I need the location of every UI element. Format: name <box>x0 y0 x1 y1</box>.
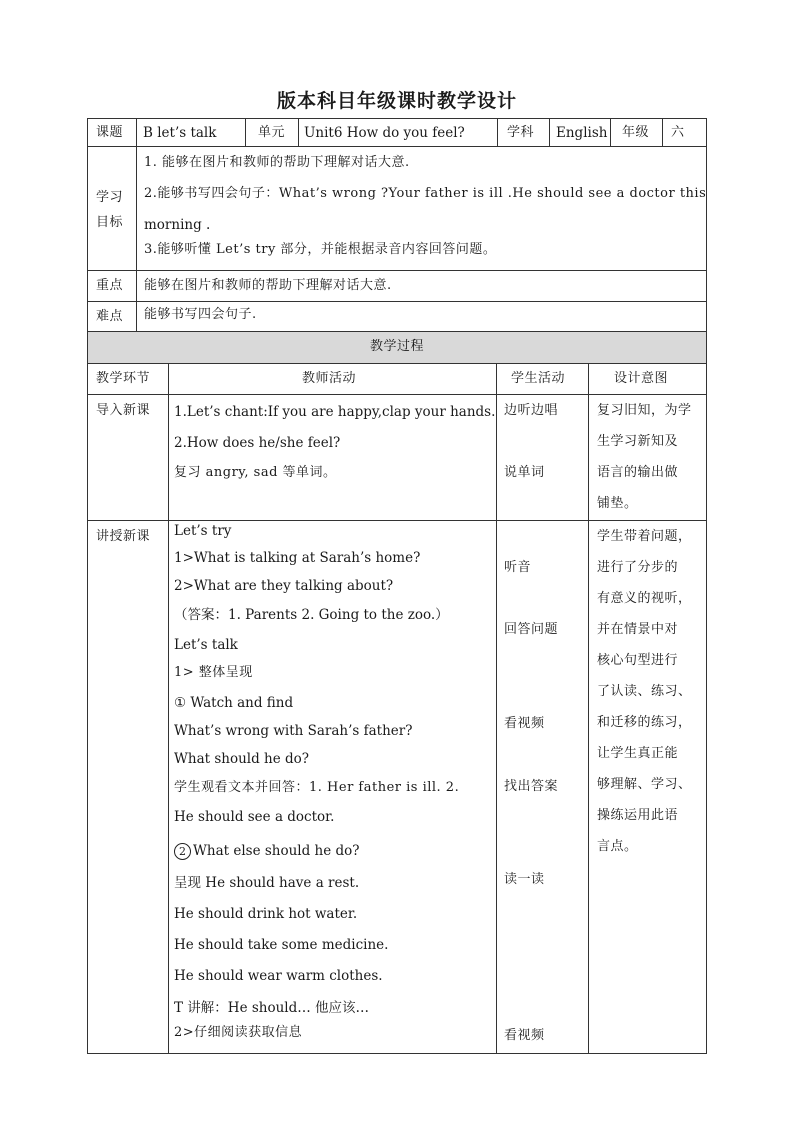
student-line: 回答问题 <box>504 622 559 637</box>
teacher-line: 1> 整体呈现 <box>174 665 253 680</box>
page-title: 版本科目年级课时教学设计 <box>276 90 517 112</box>
teacher-line: He should wear warm clothes. <box>174 968 383 984</box>
teacher-line: 2 What else should he do? <box>174 843 360 860</box>
intent-line: 核心句型进行 <box>597 653 679 668</box>
student-line: 找出答案 <box>504 779 559 794</box>
col-student: 学生活动 <box>511 371 566 386</box>
intent-line: 复习旧知，为学 <box>597 403 692 418</box>
intent-line: 学生带着问题， <box>597 529 692 544</box>
intent-line: 言点。 <box>597 839 638 854</box>
intent-line: 语言的输出做 <box>597 465 679 480</box>
intent-line: 够理解、学习、 <box>597 777 692 792</box>
goal-line: 2.能够书写四会句子：What’s wrong ?Your father is ill .He should see a doctor this <box>144 186 707 201</box>
process-header: 教学过程 <box>369 339 424 354</box>
intent-line: 并在情景中对 <box>597 622 679 637</box>
grade-value: 六 <box>671 125 685 140</box>
col-intent: 设计意图 <box>614 371 669 386</box>
unit-value: Unit6 How do you feel? <box>304 125 465 141</box>
col-teacher: 教师活动 <box>302 371 357 386</box>
student-line: 看视频 <box>504 716 545 731</box>
topic-value: B let’s talk <box>143 125 217 141</box>
teacher-line: （答案：1. Parents 2. Going to the zoo.） <box>174 607 449 623</box>
goal-line: 3.能够听懂 Let’s try 部分，并能根据录音内容回答问题。 <box>144 242 497 257</box>
intent-line: 了认读、练习、 <box>597 684 692 699</box>
teacher-line: Let’s talk <box>174 637 238 653</box>
teacher-line: He should see a doctor. <box>174 809 335 825</box>
teacher-line: 1.Let’s chant:If you are happy,clap your hands. <box>174 404 496 420</box>
teacher-line: He should drink hot water. <box>174 906 358 922</box>
teacher-line: 1>What is talking at Sarah’s home? <box>174 550 421 566</box>
stage-intro: 导入新课 <box>96 403 151 418</box>
intent-line: 生学习新知及 <box>597 434 679 449</box>
teacher-line: 2>What are they talking about? <box>174 578 394 594</box>
topic-label: 课题 <box>96 125 124 140</box>
intent-line: 有意义的视听， <box>597 591 692 606</box>
intent-line: 进行了分步的 <box>597 560 679 575</box>
grade-label: 年级 <box>622 125 650 140</box>
teacher-line: 呈现 He should have a rest. <box>174 875 360 891</box>
teacher-line: Let’s try <box>174 523 232 539</box>
student-line: 读一读 <box>504 872 545 887</box>
key-point-text: 能够在图片和教师的帮助下理解对话大意. <box>144 278 392 293</box>
intent-line: 让学生真正能 <box>597 746 679 761</box>
student-line: 边听边唱 <box>504 403 559 418</box>
teacher-line: ① Watch and find <box>174 695 294 711</box>
teacher-line: 学生观看文本并回答：1. Her father is ill. 2. <box>174 780 460 795</box>
unit-label: 单元 <box>258 125 286 140</box>
teacher-line: 2>仔细阅读获取信息 <box>174 1025 303 1040</box>
goals-label-2: 目标 <box>96 215 124 230</box>
teacher-line: What should he do? <box>174 751 310 767</box>
stage-new: 讲授新课 <box>96 529 151 544</box>
student-line: 听音 <box>504 560 532 575</box>
goals-label-1: 学习 <box>96 190 124 205</box>
teacher-line: He should take some medicine. <box>174 937 389 953</box>
student-line: 看视频 <box>504 1028 545 1043</box>
subject-label: 学科 <box>507 125 535 140</box>
student-line: 说单词 <box>504 465 545 480</box>
subject-value: English <box>556 125 608 141</box>
difficulty-text: 能够书写四会句子. <box>144 307 257 322</box>
circled-number-icon: 2 <box>174 843 191 860</box>
teacher-line: What’s wrong with Sarah’s father? <box>174 723 413 739</box>
intent-line: 铺垫。 <box>597 496 638 511</box>
intent-line: 和迁移的练习， <box>597 715 692 730</box>
key-point-label: 重点 <box>96 278 124 293</box>
difficulty-label: 难点 <box>96 309 124 324</box>
col-stage: 教学环节 <box>96 371 151 386</box>
intent-line: 操练运用此语 <box>597 808 679 823</box>
goal-line: morning . <box>144 217 211 233</box>
teacher-line: 2.How does he/she feel? <box>174 435 341 451</box>
teacher-line: 复习 angry, sad 等单词。 <box>174 465 337 480</box>
goal-line: 1. 能够在图片和教师的帮助下理解对话大意. <box>144 155 410 170</box>
teacher-line: T 讲解：He should… 他应该… <box>174 1000 370 1016</box>
